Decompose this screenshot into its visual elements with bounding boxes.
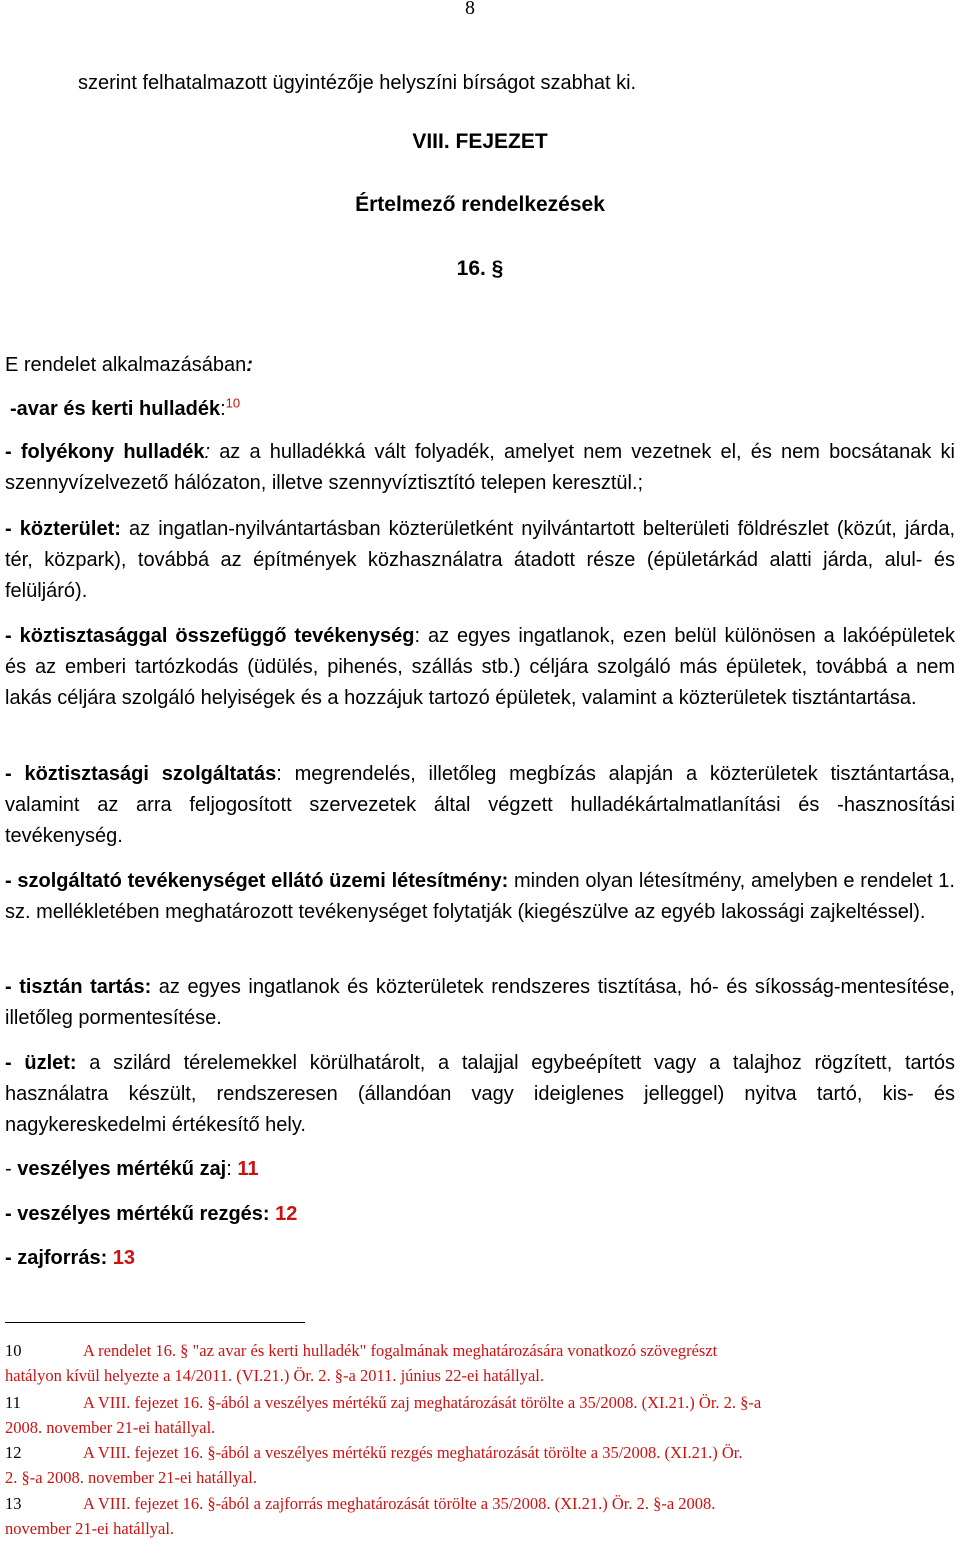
definition-term: - szolgáltató tevékenységet ellátó üzemi létesítmény: <box>5 870 509 892</box>
preamble-colon: : <box>246 354 253 376</box>
definition-text: az egyes ingatlanok és közterületek rendszeres tisztítása, hó- és síkosság-mentesítése, illetőleg pormentesítése. <box>5 976 955 1029</box>
footnote-11 <box>5 1390 950 1440</box>
footnote-number: 13 <box>5 1494 22 1513</box>
definition-text: az a hulladékká vált folyadék, amelyet nem vezetnek el, és nem bocsátanak ki szennyvízelvezető hálózaton, illetve szennyvíztisztító telepen keresztül.; <box>5 441 955 494</box>
footnote-text: A rendelet 16. § "az avar és kerti hulladék" fogalmának meghatározására vonatkozó szövegrészt <box>83 1341 718 1360</box>
definition-text: : megrendelés, illetőleg megbízás alapján a közterületek tisztántartása, valamint az arra feljogosított szervezetek által végzett hulladékártalmatlanítási és -hasznosítási tevékenység. <box>5 763 955 847</box>
definition-koztisztasaggal <box>5 621 955 714</box>
footnote-text-cont: november 21-ei hatállyal. <box>5 1519 175 1538</box>
preamble-text: E rendelet alkalmazásában <box>5 354 247 376</box>
page-number: 8 <box>465 0 475 19</box>
footnote-13 <box>5 1491 950 1541</box>
footnote-number: 10 <box>5 1341 22 1360</box>
definition-term: veszélyes mértékű zaj <box>17 1158 227 1180</box>
definition-term: - köztisztasággal összefüggő tevékenység <box>5 625 415 647</box>
footnote-text-cont: 2008. november 21-ei hatállyal. <box>5 1418 216 1437</box>
definition-term: - zajforrás: <box>5 1247 108 1269</box>
footnote-number: 11 <box>5 1393 21 1412</box>
definition-rezges <box>5 1199 954 1229</box>
definition-term: - közterület: <box>5 518 121 540</box>
definition-text: minden olyan létesítmény, amelyben e rendelet 1. sz. mellékletében meghatározott tevékenységet folytatják (kiegészülve az egyéb lakossági zajkeltéssel). <box>5 870 955 923</box>
footnote-12 <box>5 1440 950 1490</box>
definition-kozterulet <box>5 514 955 607</box>
definition-colon: : <box>226 1158 238 1180</box>
definition-avar <box>10 394 954 424</box>
footnote-number: 12 <box>5 1443 22 1462</box>
definition-term: - köztisztasági szolgáltatás <box>5 763 277 785</box>
definition-term: -avar és kerti hulladék <box>10 398 221 420</box>
intro-line: szerint felhatalmazott ügyintézője helyszíni bírságot szabhat ki. <box>78 72 637 94</box>
footnote-text-cont: hatályon kívül helyezte a 14/2011. (VI.21.) Ör. 2. §-a 2011. június 22-ei hatállyal. <box>5 1366 545 1385</box>
definition-colon: : <box>204 441 211 463</box>
definition-term: - folyékony hulladék <box>5 441 205 463</box>
definition-zaj <box>5 1154 954 1184</box>
definition-uzlet <box>5 1048 955 1141</box>
definition-koztisztasagi <box>5 759 955 852</box>
footnote-text: A VIII. fejezet 16. §-ából a veszélyes mértékű zaj meghatározását törölte a 35/2008. (XI.21.) Ör. 2. §-a <box>83 1393 762 1412</box>
definition-term: - tisztán tartás: <box>5 976 152 998</box>
footnote-text: A VIII. fejezet 16. §-ából a veszélyes mértékű rezgés meghatározását törölte a 35/2008. (XI.21.) Ör. <box>83 1443 743 1462</box>
definition-prefix: - <box>5 1158 18 1180</box>
footnote-separator <box>5 1322 305 1323</box>
definition-term: - üzlet: <box>5 1052 77 1074</box>
footnote-text-cont: 2. §-a 2008. november 21-ei hatállyal. <box>5 1468 258 1487</box>
section-number: 16. § <box>456 257 504 280</box>
footnote-10 <box>5 1338 950 1388</box>
footnote-ref: 12 <box>269 1203 298 1225</box>
footnote-ref: 10 <box>225 395 241 411</box>
footnote-text: A VIII. fejezet 16. §-ából a zajforrás meghatározását törölte a 35/2008. (XI.21.) Ör. 2. §-a 2008. <box>83 1494 716 1513</box>
definition-szolgaltato <box>5 866 955 928</box>
definition-text: : az egyes ingatlanok, ezen belül különösen a lakóépületek és az emberi tartózkodás (üdülés, pihenés, szállás stb.) céljára szolgáló más épületek, továbbá a nem lakás céljára szolgáló helyiségek és a hozzájuk tartozó épületek, valamint a közterületek tisztántartása. <box>5 625 955 709</box>
chapter-title: Értelmező rendelkezések <box>355 193 605 216</box>
definition-zajforras <box>5 1243 954 1273</box>
preamble <box>5 350 954 380</box>
definition-text: a szilárd térelemekkel körülhatárolt, a talajjal egybeépített vagy a talajhoz rögzített, tartós használatra készült, rendszeresen (állandóan vagy ideiglenes jelleggel) nyitva tartó, kis- és nagykereskedelmi értékesítő hely. <box>5 1052 956 1136</box>
footnote-ref: 13 <box>107 1247 136 1269</box>
definition-term: - veszélyes mértékű rezgés: <box>5 1203 270 1225</box>
footnote-ref: 11 <box>237 1158 259 1180</box>
definition-folyekony <box>5 437 955 499</box>
definition-colon: : <box>220 398 226 420</box>
definition-tisztan <box>5 972 955 1034</box>
chapter-heading: VIII. FEJEZET <box>412 130 548 153</box>
definition-text: az ingatlan-nyilvántartásban közterületként nyilvántartott belterületi földrészlet (közút, járda, tér, közpark), továbbá az építmények közhasználatra átadott része (épületárkád alatti járda, alul- és felüljáró). <box>5 518 955 602</box>
